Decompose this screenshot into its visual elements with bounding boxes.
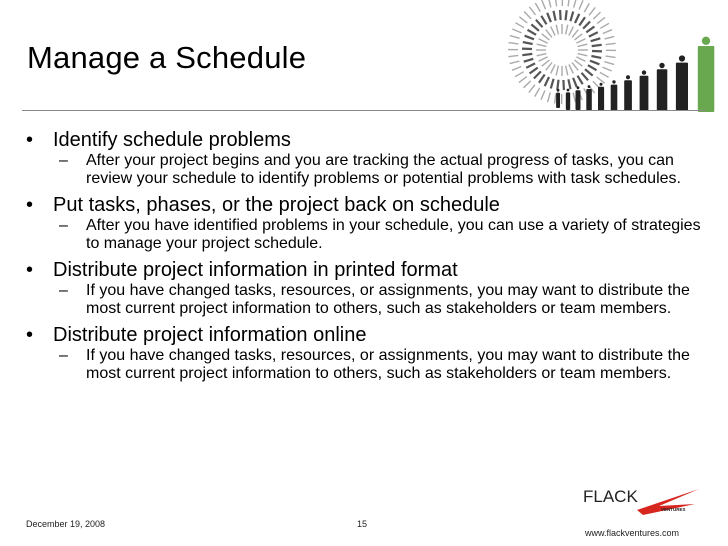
- spiral-tick: [530, 68, 538, 74]
- spiral-tick: [555, 0, 556, 6]
- bullet-list: [26, 128, 716, 388]
- spiral-tick: [574, 0, 577, 8]
- spiral-tick: [535, 88, 540, 97]
- list-item: [26, 128, 716, 188]
- logo-tagline: VENTURES: [661, 507, 686, 512]
- spiral-tick: [556, 25, 558, 35]
- spiral-tick: [541, 91, 545, 100]
- spiral-tick: [566, 10, 567, 20]
- spiral-tick: [568, 79, 570, 89]
- spiral-tick: [584, 3, 589, 12]
- spiral-tick: [563, 80, 564, 90]
- spiral-tick: [556, 66, 558, 76]
- spiral-tick: [593, 12, 600, 19]
- spiral-tick: [573, 78, 577, 87]
- spiral-tick: [519, 77, 527, 83]
- spiral-tick: [600, 72, 609, 77]
- spiral-tick: [509, 43, 519, 44]
- spiral-tick: [586, 27, 594, 33]
- sub-bullet-marker: –: [59, 347, 68, 364]
- spiral-tick: [585, 69, 593, 75]
- spiral-tick: [569, 27, 573, 36]
- spiral-tick: [508, 55, 518, 56]
- spiral-tick: [510, 36, 520, 39]
- spiral-tick: [512, 67, 521, 71]
- spiral-tick: [539, 57, 548, 61]
- spiral-tick: [539, 75, 545, 83]
- list-item: [26, 258, 716, 318]
- spiral-tick: [551, 64, 555, 73]
- person-body: [611, 85, 618, 111]
- person-body: [624, 80, 632, 111]
- footer-date: December 19, 2008: [26, 519, 106, 529]
- spiral-tick: [606, 56, 616, 57]
- spiral-tick: [578, 54, 588, 56]
- spiral-tick: [597, 77, 605, 83]
- bullet-detail: After you have identified problems in your schedule, you can use a variety of strategies to manage your project schedule.: [86, 217, 701, 252]
- footer-url: www.flackventures.com: [585, 528, 680, 538]
- spiral-tick: [534, 71, 541, 78]
- spiral-tick: [529, 85, 535, 93]
- spiral-tick: [528, 30, 537, 35]
- bullet-heading: Put tasks, phases, or the project back on schedule: [53, 194, 500, 216]
- person-body: [566, 92, 570, 110]
- spiral-tick: [531, 24, 539, 30]
- spiral-tick: [590, 61, 599, 65]
- spiral-tick: [526, 63, 535, 67]
- spiral-tick: [551, 27, 555, 36]
- bullet-heading: Distribute project information online: [53, 324, 367, 346]
- bullet-marker: •: [26, 194, 34, 216]
- spiral-tick: [606, 43, 616, 44]
- spiral-tick: [569, 64, 573, 73]
- spiral-tick: [591, 56, 601, 58]
- spiral-tick: [555, 94, 556, 104]
- spiral-tick: [525, 36, 534, 40]
- spiral-tick: [522, 54, 532, 55]
- spiral-tick: [588, 65, 597, 70]
- spiral-tick: [546, 63, 552, 71]
- spiral-tick: [605, 36, 615, 39]
- flack-ventures-logo: [577, 484, 702, 524]
- spiral-tick: [604, 62, 614, 65]
- spiral-tick: [579, 17, 585, 25]
- spiral-tick: [603, 67, 612, 71]
- spiral-tick: [576, 39, 585, 43]
- bullet-detail: If you have changed tasks, resources, or assignments, you may want to distribute the most current project information to others, such as stakeholders or team members.: [86, 347, 690, 382]
- spiral-tick: [510, 61, 520, 64]
- spiral-tick: [573, 93, 576, 103]
- bullet-heading: Identify schedule problems: [53, 129, 291, 151]
- person-head: [626, 75, 630, 79]
- spiral-tick: [589, 7, 595, 15]
- spiral-tick: [576, 57, 585, 61]
- spiral-tick: [547, 13, 551, 22]
- slide-title: Manage a Schedule: [27, 40, 307, 75]
- sub-bullet-marker: –: [59, 152, 68, 169]
- spiral-tick: [582, 73, 589, 81]
- spiral-tick: [560, 10, 561, 20]
- spiral-tick: [542, 0, 546, 9]
- spiral-tick: [542, 34, 550, 40]
- person-body: [556, 93, 560, 108]
- spiral-tick: [519, 17, 527, 23]
- list-item: [26, 193, 716, 253]
- person-head: [588, 85, 591, 88]
- person-head: [679, 55, 685, 61]
- spiral-tick: [529, 7, 535, 15]
- spiral-tick: [537, 44, 547, 46]
- spiral-tick: [583, 22, 590, 29]
- person-body: [640, 76, 649, 111]
- spiral-tick: [548, 0, 551, 7]
- bullet-marker: •: [26, 259, 34, 281]
- spiral-tick: [523, 42, 533, 44]
- spiral-tick: [572, 63, 578, 71]
- person-body: [657, 69, 668, 111]
- spiral-tick: [536, 20, 543, 28]
- spiral-tick: [589, 32, 598, 36]
- bullet-marker: •: [26, 324, 34, 346]
- spiral-tick: [515, 72, 524, 77]
- spiral-tick: [600, 23, 609, 28]
- sub-bullet-marker: –: [59, 217, 68, 234]
- spiral-tick: [537, 54, 547, 56]
- spiral-tick: [578, 76, 583, 85]
- spiral-tick: [579, 0, 583, 9]
- spiral-tick: [539, 39, 548, 43]
- spiral-tick: [592, 45, 602, 46]
- person-body: [576, 90, 581, 110]
- spiral-tick: [512, 29, 521, 33]
- spiral-tick: [542, 60, 550, 66]
- spiral-tick: [524, 81, 531, 88]
- bullet-detail: After your project begins and you are tracking the actual progress of tasks, you can review your schedule to identify problems or potential problems with task schedules.: [86, 152, 681, 187]
- person-head: [642, 70, 646, 74]
- spiral-tick: [546, 30, 552, 38]
- spiral-tick: [568, 0, 569, 6]
- spiral-tick: [575, 34, 583, 40]
- spiral-tick: [572, 30, 578, 38]
- spiral-tick: [570, 12, 573, 22]
- person-head: [659, 63, 664, 68]
- person-head: [702, 37, 710, 45]
- person-head: [567, 89, 570, 92]
- spiral-tick: [551, 79, 554, 89]
- logo-brand: FLACK: [583, 487, 638, 506]
- list-item: [26, 323, 716, 383]
- spiral-tick: [524, 12, 531, 19]
- spiral-tick: [566, 66, 568, 76]
- people-figures-icon: [556, 37, 714, 112]
- spiral-tick: [597, 17, 605, 23]
- page-number: 15: [357, 519, 368, 529]
- spiral-tick: [554, 11, 556, 21]
- spiral-tick: [545, 77, 549, 86]
- spiral-tick: [515, 23, 524, 28]
- spiral-tick: [603, 30, 612, 34]
- person-head: [612, 80, 615, 83]
- spiral-tick: [591, 38, 601, 41]
- spiral-tick: [541, 16, 546, 24]
- spiral-tick: [575, 14, 579, 23]
- person-body: [598, 87, 604, 111]
- spiral-tick: [575, 60, 583, 66]
- person-head: [600, 83, 603, 86]
- spiral-tick: [566, 25, 568, 35]
- header-graphic: [470, 0, 728, 120]
- spiral-tick: [557, 80, 558, 90]
- person-body: [698, 46, 715, 112]
- bullet-detail: If you have changed tasks, resources, or assignments, you may want to distribute the most current project information to others, such as stakeholders or team members.: [86, 282, 690, 317]
- person-head: [577, 86, 580, 89]
- person-head: [557, 89, 560, 92]
- person-body: [676, 63, 688, 111]
- spiral-tick: [548, 92, 551, 102]
- bullet-marker: •: [26, 129, 34, 151]
- sub-bullet-marker: –: [59, 282, 68, 299]
- person-body: [586, 89, 592, 111]
- bullet-heading: Distribute project information in printed format: [53, 259, 458, 281]
- spiral-tick: [535, 3, 540, 12]
- spiral-tick: [524, 59, 534, 62]
- title-divider: [22, 110, 706, 111]
- spiral-tick: [578, 44, 588, 46]
